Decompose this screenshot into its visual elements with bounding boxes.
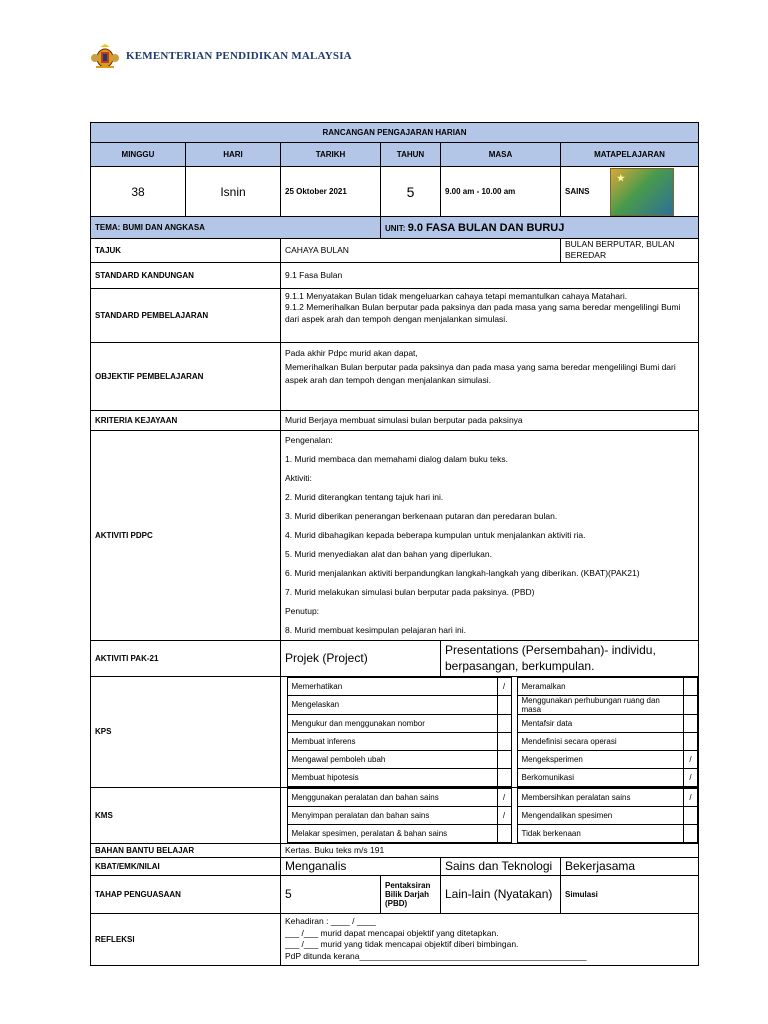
skill-label: Mengukur dan menggunakan nombor — [287, 714, 497, 732]
ak-line: 3. Murid diberikan penerangan berkenaan putaran dan peredaran bulan. — [285, 510, 558, 521]
skill-tick — [684, 677, 698, 695]
skill-label: Tidak berkenaan — [517, 824, 684, 842]
kk-value: Murid Berjaya membuat simulasi bulan berputar pada paksinya — [281, 410, 699, 430]
skill-tick — [497, 732, 511, 750]
tajuk-value: CAHAYA BULAN — [281, 239, 561, 263]
sp-cell — [281, 288, 699, 342]
kbat-label: KBAT/EMK/NILAI — [91, 857, 281, 875]
matapelajaran-cell — [561, 167, 699, 217]
kps-row — [281, 714, 698, 732]
col-matapelajaran: MATAPELAJARAN — [561, 143, 699, 167]
tema-value: BUMI DAN ANGKASA — [122, 223, 205, 232]
matapelajaran-value: SAINS — [565, 187, 590, 196]
malaysia-crest-icon — [90, 43, 120, 69]
tema-cell — [91, 217, 381, 239]
skill-label: Meramalkan — [517, 677, 684, 695]
skill-tick: / — [497, 788, 511, 806]
skill-label: Mendefinisi secara operasi — [517, 732, 684, 750]
kps-row — [281, 732, 698, 750]
kps-row — [281, 750, 698, 768]
skill-tick — [497, 695, 511, 714]
ak-line: 5. Murid menyediakan alat dan bahan yang diperlukan. — [285, 548, 492, 559]
skill-tick: / — [497, 677, 511, 695]
nilai-value: Bekerjasama — [561, 857, 699, 875]
kms-label: KMS — [91, 787, 281, 843]
tarikh-value: 25 Oktober 2021 — [281, 167, 381, 217]
skill-tick — [684, 806, 698, 824]
ref-line: ___ /___ murid yang tidak mencapai objektif diberi bimbingan. — [285, 939, 519, 950]
lain-label: Lain-lain (Nyatakan) — [441, 875, 561, 913]
pak-b: Presentations (Persembahan)- individu, berpasangan, berkumpulan. — [441, 640, 699, 676]
skill-tick — [684, 695, 698, 714]
kbat-value: Menganalis — [281, 857, 441, 875]
ak-line: Penutup: — [285, 605, 320, 616]
kps-table — [281, 677, 698, 787]
tp-label: TAHAP PENGUASAAN — [91, 875, 281, 913]
ref-label: REFLEKSI — [91, 913, 281, 965]
tp-value: 5 — [281, 875, 381, 913]
skill-label: Membuat inferens — [287, 732, 497, 750]
kms-row — [281, 824, 698, 842]
sp-line: 9.1.2 Memerihalkan Bulan berputar pada paksinya dan pada masa yang sama beredar mengelilingi Bumi dari aspek arah dan tempoh dengan menjalankan simulasi. — [285, 302, 681, 324]
skill-label: Mentafsir data — [517, 714, 684, 732]
bbb-label: BAHAN BANTU BELAJAR — [91, 843, 281, 857]
kms-row — [281, 806, 698, 824]
skill-label: Membuat hipotesis — [287, 768, 497, 786]
skill-label: Mengawal pemboleh ubah — [287, 750, 497, 768]
unit-value: 9.0 FASA BULAN DAN BURUJ — [407, 221, 565, 234]
tajuk-sub: BULAN BERPUTAR, BULAN BEREDAR — [561, 239, 699, 263]
kms-row — [281, 788, 698, 806]
skill-label: Mengendalikan spesimen — [517, 806, 684, 824]
col-masa: MASA — [441, 143, 561, 167]
ak-label: AKTIVITI PDPC — [91, 430, 281, 640]
pak-label: AKTIVITI PAK-21 — [91, 640, 281, 676]
sk-label: STANDARD KANDUNGAN — [91, 262, 281, 288]
op-line: Pada akhir Pdpc murid akan dapat, — [285, 347, 418, 358]
sp-line: 9.1.1 Menyatakan Bulan tidak mengeluarkan cahaya tetapi memantulkan cahaya Matahari. — [285, 290, 628, 301]
kms-cell — [281, 787, 699, 843]
tema-label: TEMA: — [95, 223, 121, 232]
skill-tick — [497, 824, 511, 842]
kms-table — [281, 788, 698, 843]
op-cell — [281, 342, 699, 410]
op-label: OBJEKTIF PEMBELAJARAN — [91, 342, 281, 410]
sp-label: STANDARD PEMBELAJARAN — [91, 288, 281, 342]
ref-line: Kehadiran : ____ / ____ — [285, 915, 376, 926]
skill-label: Memerhatikan — [287, 677, 497, 695]
ak-cell — [281, 430, 699, 640]
lesson-plan-table — [90, 122, 699, 966]
skill-label: Mengelaskan — [287, 695, 497, 714]
ak-line: 6. Murid menjalankan aktiviti berpandungkan langkah-langkah yang diberikan. (KBAT)(PAK21) — [285, 567, 640, 578]
textbook-cover-art-icon: ★ — [616, 172, 625, 183]
hari-value: Isnin — [186, 167, 281, 217]
skill-tick — [497, 768, 511, 786]
masa-value: 9.00 am - 10.00 am — [441, 167, 561, 217]
skill-tick: / — [684, 768, 698, 786]
skill-tick: / — [684, 788, 698, 806]
ak-line: 4. Murid dibahagikan kepada beberapa kumpulan untuk menjalankan aktiviti ria. — [285, 529, 586, 540]
ministry-name: KEMENTERIAN PENDIDIKAN MALAYSIA — [126, 50, 352, 62]
skill-tick: / — [497, 806, 511, 824]
skill-label: Menyimpan peralatan dan bahan sains — [287, 806, 497, 824]
textbook-cover-image — [610, 168, 674, 216]
col-tahun: TAHUN — [381, 143, 441, 167]
minggu-value: 38 — [91, 167, 186, 217]
unit-label: UNIT: — [385, 223, 406, 233]
skill-label: Mengeksperimen — [517, 750, 684, 768]
kps-label: KPS — [91, 676, 281, 787]
skill-tick — [684, 732, 698, 750]
emk-value: Sains dan Teknologi — [441, 857, 561, 875]
ak-line: 8. Murid membuat kesimpulan pelajaran hari ini. — [285, 624, 466, 635]
col-hari: HARI — [186, 143, 281, 167]
ministry-header — [90, 42, 352, 70]
sk-value: 9.1 Fasa Bulan — [281, 262, 699, 288]
ref-line: ___ /___ murid dapat mencapai objektif yang ditetapkan. — [285, 927, 499, 938]
skill-tick — [497, 750, 511, 768]
ref-cell — [281, 913, 699, 965]
plan-title: RANCANGAN PENGAJARAN HARIAN — [91, 123, 699, 143]
ak-line: Pengenalan: — [285, 434, 333, 445]
ref-line: PdP ditunda kerana________________________________________________ — [285, 951, 587, 962]
ak-line: Aktiviti: — [285, 472, 312, 483]
skill-tick — [684, 824, 698, 842]
ak-line: 7. Murid melakukan simulasi bulan berputar pada paksinya. (PBD) — [285, 586, 535, 597]
pak-a: Projek (Project) — [281, 640, 441, 676]
op-line: Memerihalkan Bulan berputar pada paksinya dan pada masa yang sama beredar mengelilingi Bumi dari aspek arah dan tempoh dengan menjalankan simulasi. — [285, 361, 676, 386]
skill-tick — [684, 714, 698, 732]
skill-label: Menggunakan perhubungan ruang dan masa — [517, 695, 684, 714]
ak-line: 1. Murid membaca dan memahami dialog dalam buku teks. — [285, 453, 508, 464]
pbd-label: Pentaksiran Bilik Darjah (PBD) — [381, 875, 441, 913]
bbb-value: Kertas. Buku teks m/s 191 — [281, 843, 699, 857]
kps-row — [281, 677, 698, 695]
simulasi-value: Simulasi — [561, 875, 699, 913]
skill-label: Melakar spesimen, peralatan & bahan sains — [287, 824, 497, 842]
skill-tick — [497, 714, 511, 732]
skill-label: Menggunakan peralatan dan bahan sains — [287, 788, 497, 806]
tahun-value: 5 — [381, 167, 441, 217]
skill-label: Berkomunikasi — [517, 768, 684, 786]
col-minggu: MINGGU — [91, 143, 186, 167]
skill-label: Membersihkan peralatan sains — [517, 788, 684, 806]
kk-label: KRITERIA KEJAYAAN — [91, 410, 281, 430]
col-tarikh: TARIKH — [281, 143, 381, 167]
kps-cell — [281, 676, 699, 787]
unit-cell — [381, 217, 699, 239]
ak-line: 2. Murid diterangkan tentang tajuk hari ini. — [285, 491, 444, 502]
skill-tick: / — [684, 750, 698, 768]
tajuk-label: TAJUK — [91, 239, 281, 263]
kps-row — [281, 695, 698, 714]
kps-row — [281, 768, 698, 786]
